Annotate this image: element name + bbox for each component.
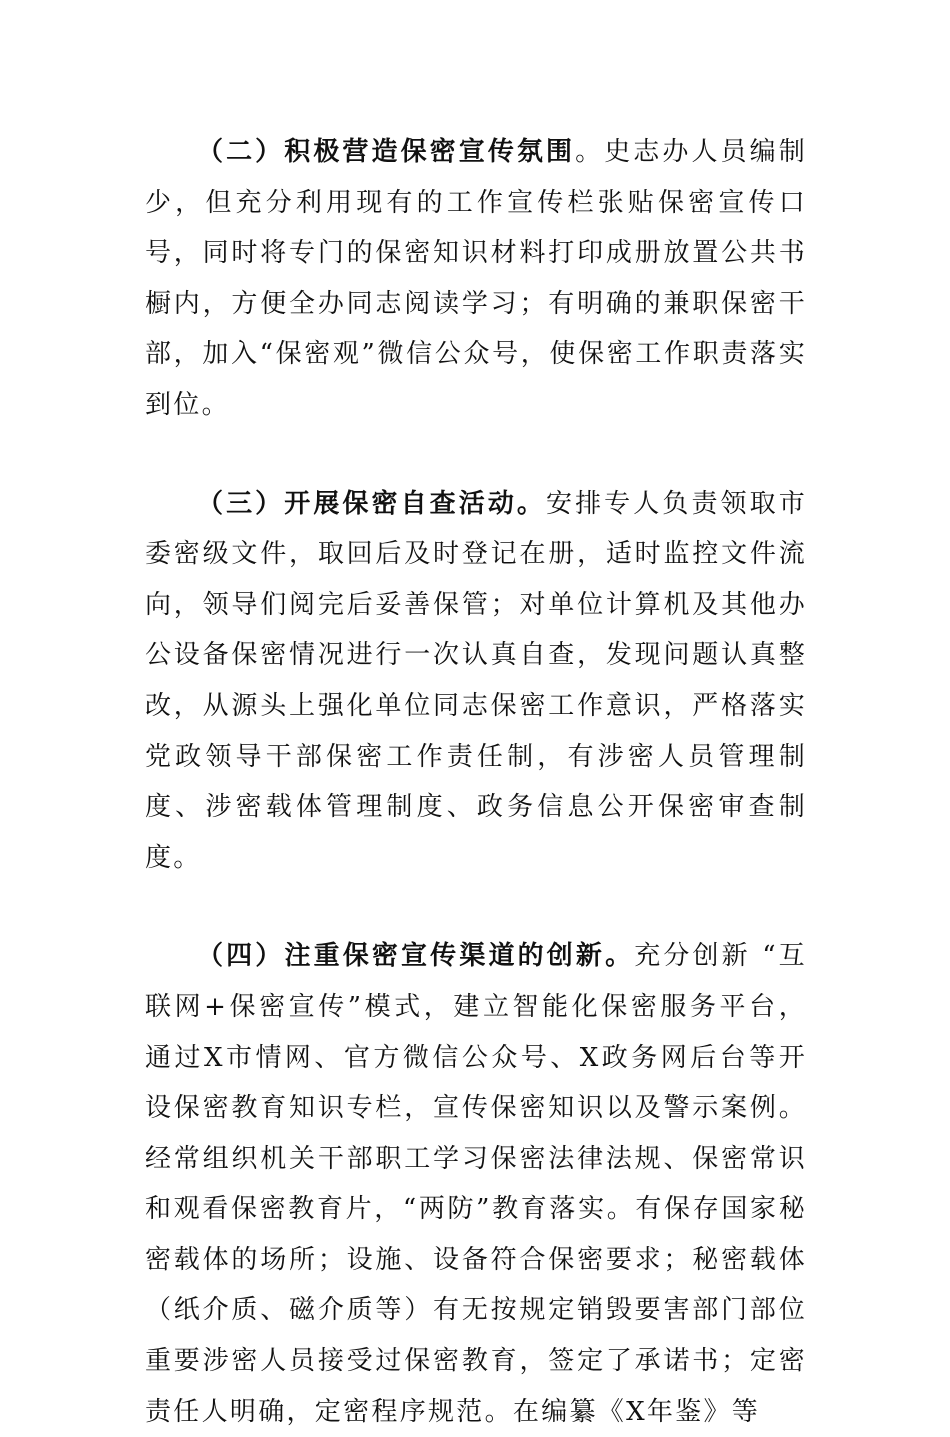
paragraph-heading: （三）开展保密自查活动。 [197,488,547,519]
paragraph-3 [145,479,807,884]
paragraph-text: 安排专人负责领取市委密级文件，取回后及时登记在册，适时监控文件流向，领导们阅完后妥善保管；对单位计算机及其他办公设备保密情况进行一次认真自查，发现问题认真整改，从源头上强化单位同志保密工作意识，严格落实党政领导干部保密工作责任制，有涉密人员管理制度、涉密载体管理制度、政务信息公开保密审查制度。 [145,488,807,873]
paragraph-text: 充分创新 “互联网+保密宣传”模式，建立智能化保密服务平台，通过X市情网、官方微信公众号、X政务网后台等开设保密教育知识专栏，宣传保密知识以及警示案例。经常组织机关干部职工学习保密法律法规、保密常识和观看保密教育片，“两防”教育落实。有保存国家秘密载体的场所；设施、设备符合保密要求；秘密载体（纸介质、磁介质等）有无按规定销毁要害部门部位重要涉密人员接受过保密教育，签定了承诺书；定密责任人明确，定密程序规范。在编纂《X年鉴》等 [145,941,807,1427]
paragraph-2 [145,127,807,431]
paragraph-heading: （二）积极营造保密宣传氛围 [197,137,576,167]
paragraph-heading: （四）注重保密宣传渠道的创新。 [197,941,635,972]
document-body [145,127,807,1437]
paragraph-4 [145,931,807,1437]
paragraph-text: 。史志办人员编制少，但充分利用现有的工作宣传栏张贴保密宣传口号，同时将专门的保密知识材料打印成册放置公共书橱内，方便全办同志阅读学习；有明确的兼职保密干部，加入“保密观”微信公众号，使保密工作职责落实到位。 [145,137,808,420]
